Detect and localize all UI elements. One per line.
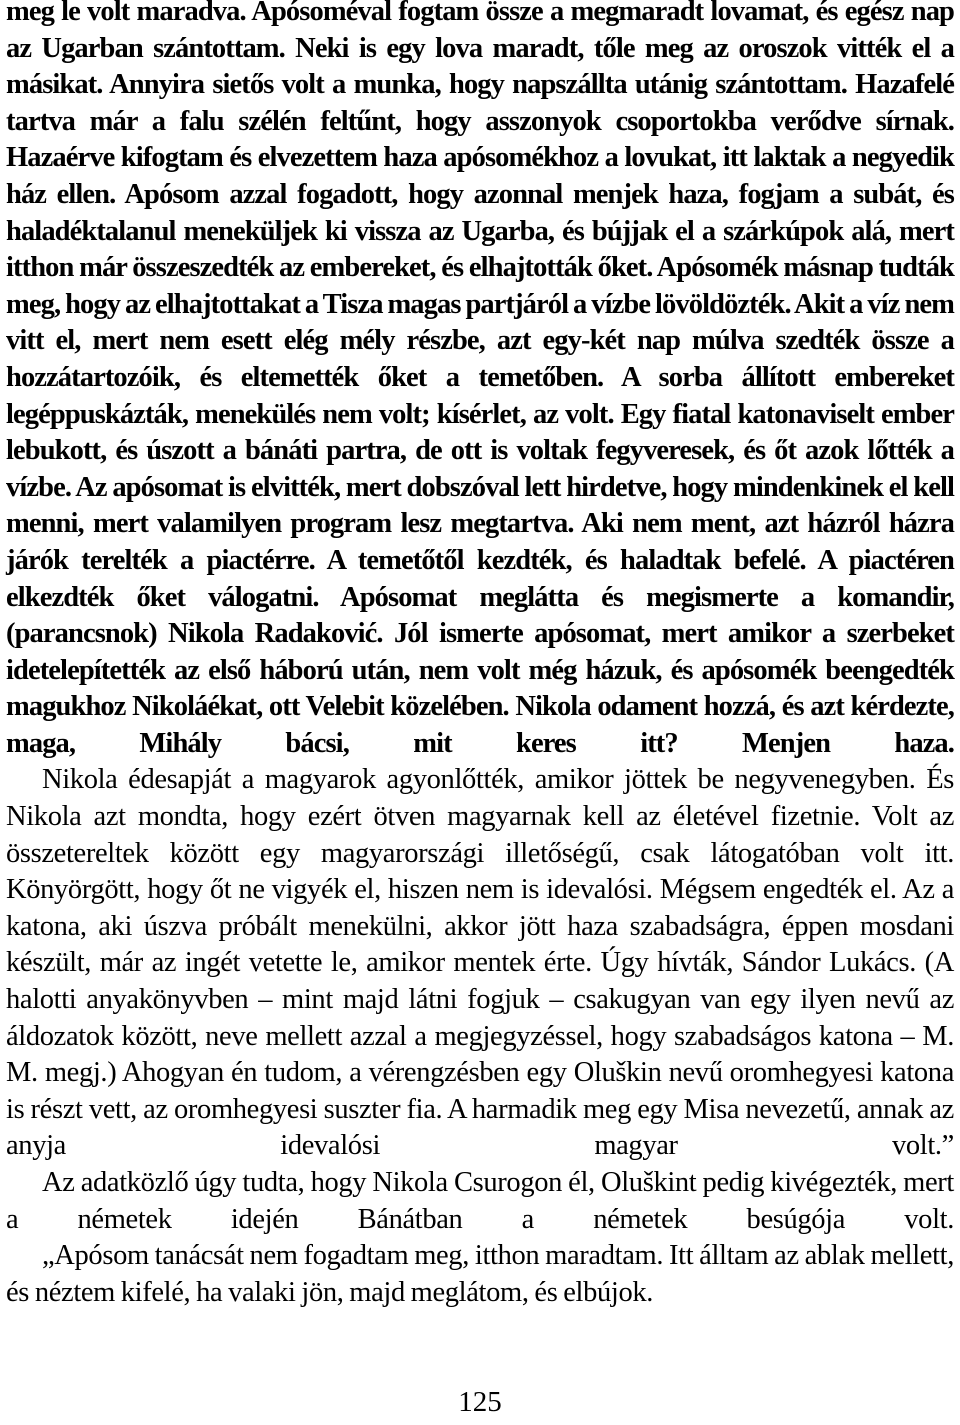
paragraph-1: meg le volt maradva. Apósoméval fogtam össze a megmaradt lovamat, és egész nap az Ugarban szántottam. Neki is egy lova maradt, tőle meg az oroszok vitték el a másikat. Annyira sietős volt a munka, hogy napszállta utánig szántottam. Hazafelé tartva már a falu szélén feltűnt, hogy asszonyok csoportokba verődve sírnak. Hazaérve kifogtam és elvezettem haza apósomékhoz a lovukat, itt laktak a negyedik ház ellen. Apósom azzal fogadott, hogy azonnal menjek haza, fogjam a subát, és haladéktalanul meneküljek ki vissza az Ugarba, és bújjak el a szárkúpok alá, mert itthon már összeszedték az embereket, és elhajtották őket. Apósomék másnap tudták meg, hogy az elhajtottakat a Tisza magas partjáról a vízbe lövöldözték. Akit a víz nem vitt el, mert nem esett elég mély részbe, azt egy-két nap múlva szedték össze a hozzátartozóik, és eltemették őket a temetőben. A sorba állított embereket legéppuskázták, menekülés nem volt; kísérlet, az volt. Egy fiatal katonaviselt ember lebukott, és úszott a bánáti partra, de ott is voltak fegyveresek, és őt azok lőtték a vízbe. Az apósomat is elvitték, mert dobszóval lett hirdetve, hogy mindenkinek el kell menni, mert valamilyen program lesz megtartva. Aki nem ment, azt házról házra járók terelték a piactérre. A temetőtől kezdték, és haladtak befelé. A piactéren elkezdték őket válogatni. Apósomat meglátta és megismerte a komandir, (parancsnok) Nikola Radaković. Jól ismerte apósomat, mert amikor a szerbeket idetelepítették az első háború után, nem volt még házuk, és apósomék beengedték magukhoz Nikoláékat, ott Velebit közelében. Nikola odament hozzá, és azt kérdezte, maga, Mihály bácsi, mit keres itt? Menjen haza.	[6, 0, 954, 759]
paragraph-4: „Apósom tanácsát nem fogadtam meg, itthon maradtam. Itt álltam az ablak mellett, és néztem kifelé, ha valaki jön, majd meglátom, és elbújok.	[6, 1240, 954, 1308]
paragraph-3: Az adatközlő úgy tudta, hogy Nikola Csurogon él, Oluškint pedig kivégezték, mert a németek idején Bánátban a németek besúgója volt.	[6, 1167, 954, 1235]
paragraph-2: Nikola édesapját a magyarok agyonlőtték, amikor jöttek be negyvenegyben. És Nikola azt mondta, hogy ezért ötven magyarnak kell az életével fizetnie. Volt az összetereltek között egy magyarországi illetőségű, csak látogatóban volt itt. Könyörgött, hogy őt ne vigyék el, hiszen nem is idevalósi. Mégsem engedték el. Az a katona, aki úszva próbált menekülni, akkor jött haza szabadságra, éppen mosdani készült, már az ingét vetette le, amikor mentek érte. Úgy hívták, Sándor Lukács. (A halotti anyakönyvben – mint majd látni fogjuk – csakugyan van egy ilyen nevű az áldozatok között, neve mellett azzal a megjegyzéssel, hogy szabadságos katona – M. M. megj.) Ahogyan én tudom, a vérengzésben egy Oluškin nevű oromhegyesi katona is részt vett, az oromhegyesi suszter fia. A harmadik meg egy Misa nevezetű, annak az anyja idevalósi magyar volt.”	[6, 764, 954, 1162]
page-number: 125	[458, 1386, 502, 1418]
body-text	[6, 0, 954, 1311]
